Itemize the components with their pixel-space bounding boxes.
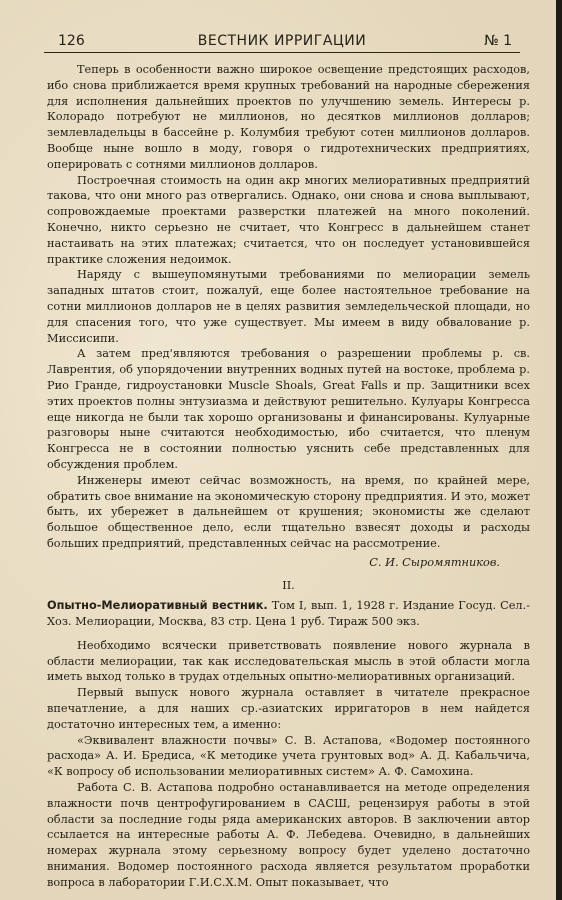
paragraph: А затем пред'являются требования о разрешении проблемы р. св. Лаврентия, об упорядочении внутренних водных путей на востоке, проблема р. Рио Гранде, гидроустановки Muscle Shoals, Great Falls и пр. Защитники всех этих проектов полны энтузиазма и действуют решительно. Кулуары Конгресса еще никогда не были так хорошо организованы и финансированы. Кулуарные разговоры ныне считаются необходимостью, ибо считается, что пленум Конгресса не в состоянии полностью уяснить себе представленных для обсуждения проблем. xyxy=(47,347,530,471)
review-title: Опытно-Мелиоративный вестник. xyxy=(47,599,268,613)
journal-title: ВЕСТНИК ИРРИГАЦИИ xyxy=(197,33,367,49)
page-number: 126 xyxy=(58,33,85,49)
review-paragraph: Работа С. В. Астапова подробно останавливается на методе определения влажности почв центрофугированием в САСШ, рецензируя работы в этой области за последние годы ряда американских авторов. В заключении автор ссылается на интересные работы А. Ф. Лебедева. Очевидно, в дальнейших номерах журнала этому серьезному вопросу будет уделено достаточно внимания. Водомер постоянного расхода является результатом проработки вопроса в лаборатории Г.И.С.Х.М. Опыт показывает, что xyxy=(47,781,530,889)
section-number: II. xyxy=(282,578,295,592)
paragraph: Наряду с вышеупомянутыми требованиями по мелиорации земель западных штатов стоит, пожалуй, еще более настоятельное требование на сотни миллионов долларов не в целях развития земледельческой площади, но для спасения того, что уже существует. Мы имеем в виду обвалование р. Миссисипи. xyxy=(47,268,530,345)
review-paragraph: Первый выпуск нового журнала оставляет в читателе прекрасное впечатление, а для наших ср.-азиатских ирригаторов в нем найдется достаточно интересных тем, а именно: xyxy=(47,686,530,731)
page-header xyxy=(44,30,520,53)
paragraph: Теперь в особенности важно широкое освещение предстоящих расходов, ибо снова приближается время крупных требований на народные сбережения для исполнения дальнейших проектов по улучшению земель. Интересы р. Колорадо потребуют не миллионов, но десятков миллионов долларов; землевладельцы в бассейне р. Колумбия требуют сотен миллионов долларов. Вообще ныне вошло в моду, говоря о гидротехнических предприятиях, оперировать с сотнями миллионов долларов. xyxy=(47,63,530,171)
review-paragraph: «Эквивалент влажности почвы» С. В. Астапова, «Водомер постоянного расхода» А. И. Бредиса, «К методике учета грунтовых вод» А. Д. Кабальчича, «К вопросу об использовании мелиоративных систем» А. Ф. Самохина. xyxy=(47,733,530,779)
author-signature: С. И. Сыромятников. xyxy=(369,555,500,569)
review-paragraph: Необходимо всячески приветствовать появление нового журнала в области мелиорации, так как исследовательская мысль в этой области могла иметь выход только в трудах отдельных опытно-мелиоративных организаций. xyxy=(47,638,530,684)
review-details: Том I, вып. 1, 1928 г. Издание Госуд. Сел.-Хоз. Мелиорации, Москва, 83 стр. Цена 1 руб. Тираж 500 экз. xyxy=(47,599,530,629)
article-body xyxy=(47,62,530,891)
review-heading xyxy=(47,598,530,630)
paragraph: Построечная стоимость на один акр многих мелиоративных предприятий такова, что они много раз отвергались. Однако, они снова и снова выплывают, сопровождаемые проектами разверстки платежей на много поколений. Конечно, никто серьезно не считает, что Конгресс в дальнейшем станет настаивать на этих платежах; считается, что он последует установившейся практике сложения недоимок. xyxy=(47,173,530,266)
issue-number: № 1 xyxy=(484,33,512,49)
paragraph: Инженеры имеют сейчас возможность, на время, по крайней мере, обратить свое внимание на экономическую сторону предприятия. И это, может быть, их убережет в дальнейшем от крушения; экономисты же сделают большое общественное дело, если тщательно взвесят доходы и расходы больших предприятий, представленных сейчас на рассмотрение. xyxy=(47,473,530,550)
